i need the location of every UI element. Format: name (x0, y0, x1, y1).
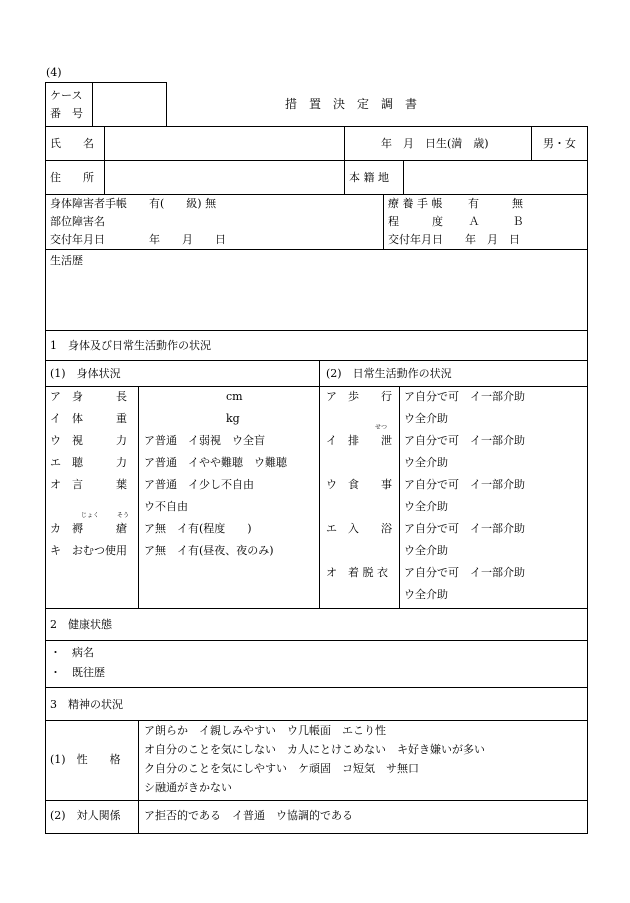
adl-item-options: ウ全介助 (404, 456, 448, 469)
body-item-label: オ 言 葉 (50, 478, 127, 491)
personality-option: シ融通がきかない (144, 781, 232, 794)
disability-part: 部位障害名 (50, 215, 105, 228)
personality-option: オ自分のことを気にしない カ人にとけこめない キ好き嫌いが多い (144, 743, 485, 756)
speech-options-2: ウ不自由 (144, 500, 188, 513)
life-history-label: 生活歴 (50, 254, 83, 267)
sex-label: 男・女 (543, 137, 576, 150)
birthdate-label: 年 月 日生(満 歳) (381, 137, 489, 150)
case-label-line2: 番 号 (50, 107, 83, 120)
honseki-label: 本 籍 地 (349, 171, 389, 184)
ryoiku-degree: 程 度 Ａ Ｂ (388, 215, 524, 228)
adl-item-options: ウ全介助 (404, 588, 448, 601)
personality-option: ア朗らか イ親しみやすい ウ几帳面 エこり性 (144, 724, 386, 737)
hearing-options: ア普通 イやや難聴 ウ難聴 (144, 456, 287, 469)
body-item-label: ウ 視 力 (50, 434, 127, 447)
relations-options: ア拒否的である イ普通 ウ協調的である (144, 809, 353, 822)
adl-item-options: ア自分で可 イ一部介助 (404, 478, 525, 491)
ryoiku-handbook: 療 養 手 帳 有 無 (388, 197, 523, 210)
vision-options: ア普通 イ弱視 ウ全盲 (144, 434, 265, 447)
page-label: (4) (46, 66, 62, 79)
section3-title: 3 精神の状況 (50, 698, 123, 711)
adl-item-options: ア自分で可 イ一部介助 (404, 390, 525, 403)
adl-item-options: ウ全介助 (404, 412, 448, 425)
adl-item-label: ウ 食 事 (326, 478, 392, 491)
adl-item-options: ウ全介助 (404, 544, 448, 557)
jokusou-ruby: そう (117, 512, 130, 519)
physical-issue-date: 交付年月日 年 月 日 (50, 233, 226, 246)
life-history-field[interactable] (50, 272, 582, 326)
haisetsu-ruby: せつ (375, 424, 388, 431)
adl-header: (2) 日常生活動作の状況 (326, 367, 452, 380)
ryoiku-issue-date: 交付年月日 年 月 日 (388, 233, 520, 246)
adl-item-label: ア 歩 行 (326, 390, 392, 403)
form-title: 措 置 決 定 調 書 (285, 97, 418, 111)
relations-label: (2) 対人関係 (50, 809, 121, 822)
address-label: 住 所 (50, 171, 94, 184)
body-item-label: ア 身 長 (50, 390, 127, 403)
body-item-label: カ 褥 瘡 (50, 522, 127, 535)
weight-unit: kg (226, 412, 240, 425)
adl-item-options: ア自分で可 イ一部介助 (404, 566, 525, 579)
personality-label: (1) 性 格 (50, 753, 121, 766)
adl-item-options: ア自分で可 イ一部介助 (404, 434, 525, 447)
adl-item-options: ア自分で可 イ一部介助 (404, 522, 525, 535)
physical-handbook: 身体障害者手帳 有( 級) 無 (50, 197, 217, 210)
body-status-header: (1) 身体状況 (50, 367, 121, 380)
adl-item-label: オ 着 脱 衣 (326, 566, 388, 579)
personality-option: ク自分のことを気にしやすい ケ頑固 コ短気 サ無口 (144, 762, 419, 775)
disease-name: ・ 病名 (50, 646, 94, 659)
case-number-field[interactable] (96, 86, 164, 124)
name-field[interactable] (108, 130, 340, 156)
adl-item-label: イ 排 泄 (326, 434, 392, 447)
jokusou-ruby: じょく (81, 512, 100, 519)
body-item-label: エ 聴 力 (50, 456, 127, 469)
section1-title: 1 身体及び日常生活動作の状況 (50, 339, 211, 352)
address-field[interactable] (108, 164, 340, 190)
case-label-line1: ケース (50, 89, 83, 102)
medical-history: ・ 既往歴 (50, 666, 105, 679)
adl-item-options: ウ全介助 (404, 500, 448, 513)
name-label: 氏 名 (50, 137, 94, 150)
body-item-label: キ おむつ使用 (50, 544, 127, 557)
adl-item-label: エ 入 浴 (326, 522, 392, 535)
bedsore-options: ア無 イ有(程度 ) (144, 522, 252, 535)
body-item-label: イ 体 重 (50, 412, 127, 425)
section2-title: 2 健康状態 (50, 618, 112, 631)
diaper-options: ア無 イ有(昼夜、夜のみ) (144, 544, 274, 557)
height-unit: cm (226, 390, 243, 403)
speech-options: ア普通 イ少し不自由 (144, 478, 254, 491)
honseki-field[interactable] (407, 164, 583, 190)
